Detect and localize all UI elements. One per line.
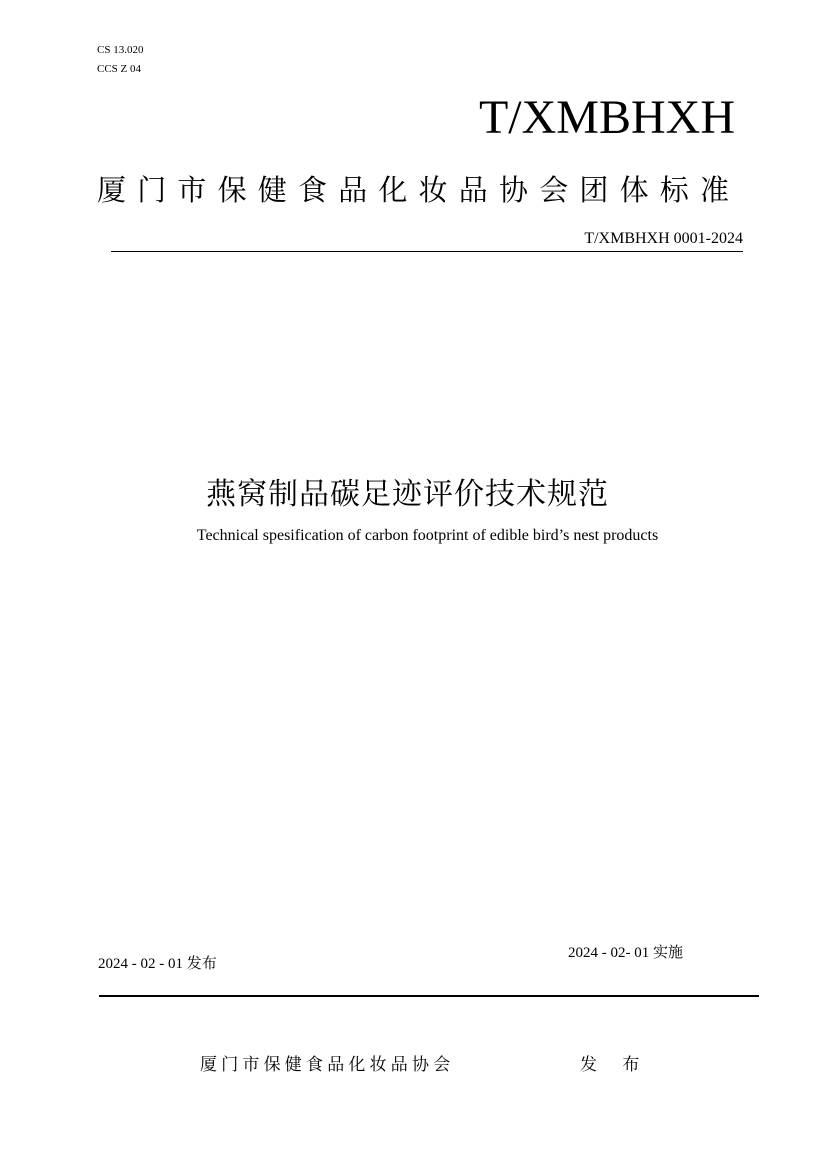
header-divider xyxy=(111,251,743,252)
organization-standard-title: 厦门市保健食品化妆品协会团体标准 xyxy=(97,173,741,207)
implementation-date: 2024 - 02- 01 xyxy=(568,945,650,961)
footer-divider xyxy=(99,995,759,997)
issue-label: 发布 xyxy=(186,954,217,972)
document-title-chinese: 燕窝制品碳足迹评价技术规范 xyxy=(206,477,609,512)
standard-number: T/XMBHXH 0001-2024 xyxy=(584,230,743,247)
implementation-label: 实施 xyxy=(653,943,684,961)
publish-label: 发 布 xyxy=(580,1055,650,1075)
issue-date-line xyxy=(98,952,217,973)
ics-code: CS 13.020 xyxy=(97,44,144,56)
publisher-name: 厦门市保健食品化妆品协会 xyxy=(200,1055,455,1075)
ccs-code: CCS Z 04 xyxy=(97,63,142,75)
document-title-english: Technical spesification of carbon footprint of edible bird’s nest products xyxy=(196,527,659,544)
issue-date: 2024 - 02 - 01 xyxy=(98,956,183,972)
standard-code: T/XMBHXH xyxy=(478,91,735,144)
implementation-date-line xyxy=(568,941,683,962)
